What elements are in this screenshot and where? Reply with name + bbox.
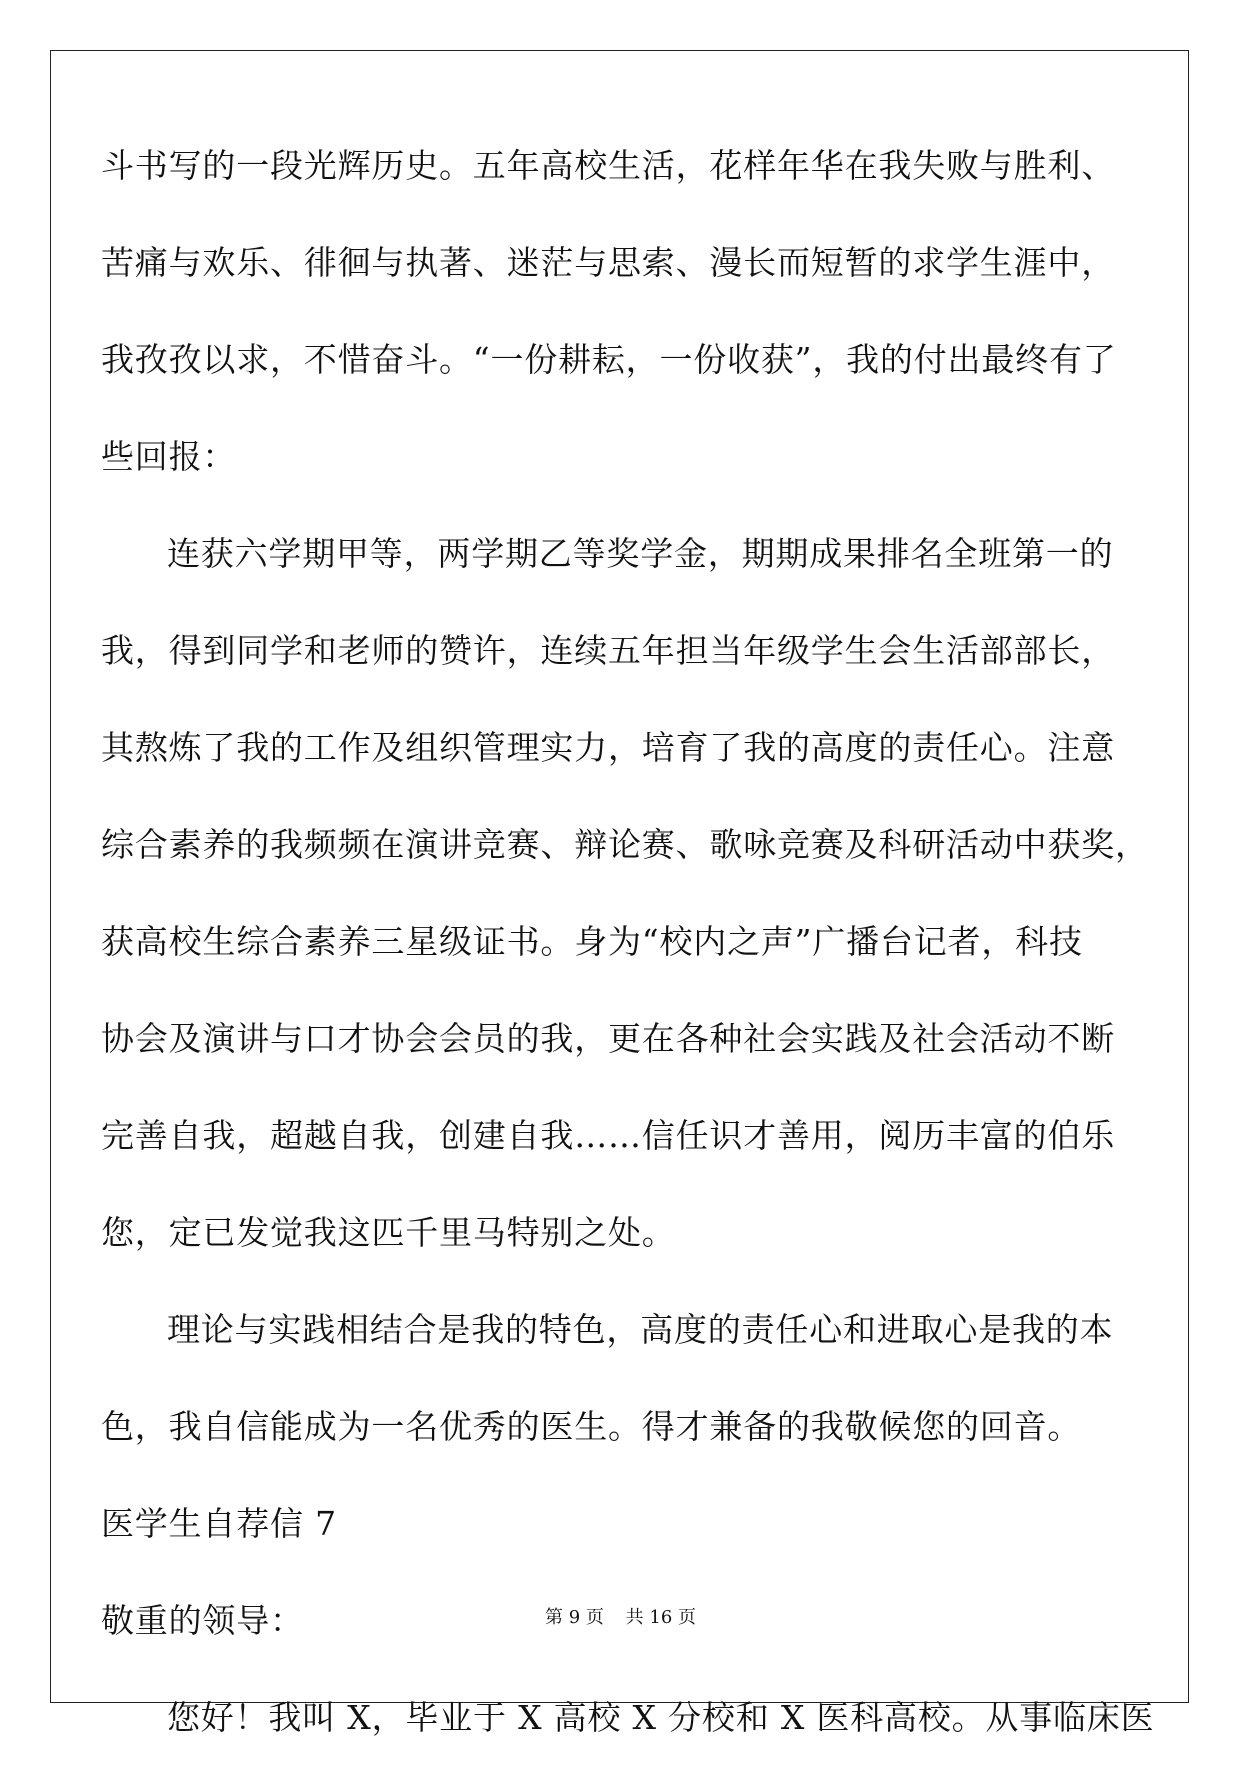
salutation: 敬重的领导：: [101, 1601, 304, 1640]
text-line: 获高校生综合素养三星级证书。身为“校内之声”广播台记者，科技: [101, 922, 1083, 961]
text-line: 其熬炼了我的工作及组织管理实力，培育了我的高度的责任心。注意: [101, 728, 1115, 767]
text-line: 苦痛与欢乐、徘徊与执著、迷茫与思索、漫长而短暂的求学生涯中，: [101, 243, 1115, 282]
text-line: 综合素养的我频频在演讲竞赛、辩论赛、歌咏竞赛及科研活动中获奖，: [101, 825, 1149, 864]
page-number: 第 9 页: [545, 1607, 604, 1628]
text-line: 我，得到同学和老师的赞许，连续五年担当年级学生会生活部部长，: [101, 631, 1115, 670]
text-line: 些回报：: [101, 437, 237, 476]
text-line: 斗书写的一段光辉历史。五年高校生活，花样年华在我失败与胜利、: [101, 146, 1115, 185]
text-line: 我孜孜以求，不惜奋斗。“一份耕耘，一份收获”，我的付出最终有了: [101, 340, 1117, 379]
page-total: 共 16 页: [625, 1607, 696, 1628]
section-heading: 医学生自荐信 7: [101, 1504, 337, 1543]
paragraph-start-line: 连获六学期甲等，两学期乙等奖学金，期期成果排名全班第一的: [167, 534, 1114, 573]
text-line: 完善自我，超越自我，创建自我……信任识才善用，阅历丰富的伯乐: [101, 1116, 1115, 1155]
text-line: 色，我自信能成为一名优秀的医生。得才兼备的我敬候您的回音。: [101, 1407, 1082, 1446]
text-line: 您，定已发觉我这匹千里马特别之处。: [101, 1213, 676, 1252]
paragraph-start-line: 您好！我叫 X，毕业于 X 高校 X 分校和 X 医科高校。从事临床医: [167, 1698, 1155, 1737]
document-body: [101, 117, 1155, 1766]
text-line: 协会及演讲与口才协会会员的我，更在各种社会实践及社会活动不断: [101, 1019, 1115, 1058]
paragraph-start-line: 理论与实践相结合是我的特色，高度的责任心和进取心是我的本: [167, 1310, 1114, 1349]
page-footer: [0, 1603, 1241, 1629]
